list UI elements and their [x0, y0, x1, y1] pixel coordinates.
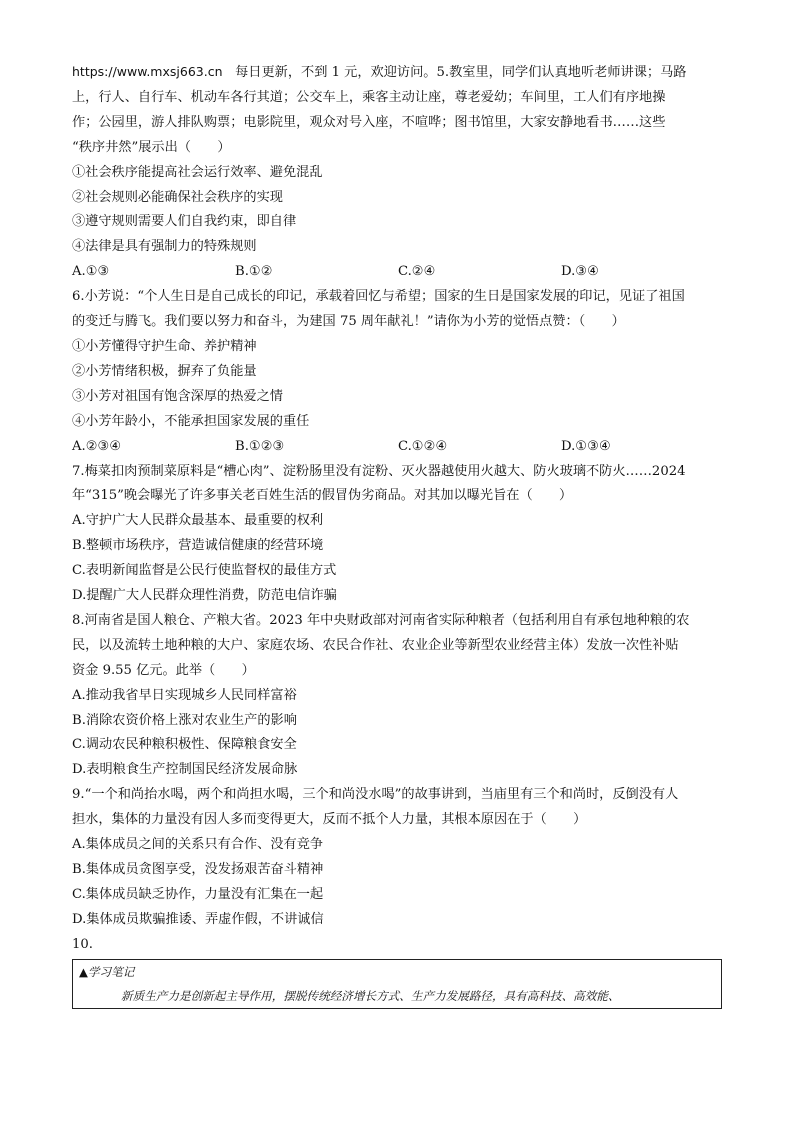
choice-c: C.调动农民种粮积极性、保障粮食安全: [72, 737, 297, 753]
stem-line: 民，以及流转土地种粮的大户、家庭农场、农民合作社、农业企业等新型农业经营主体）发放一次性补贴: [72, 637, 679, 653]
choice-c: C.集体成员缺乏协作，力量没有汇集在一起: [72, 886, 324, 902]
stem-line: 5.教室里，同学们认真地听老师讲课；马路: [436, 65, 687, 80]
statement-option: ②社会规则必能确保社会秩序的实现: [72, 189, 283, 205]
choice-b: B.消除农资价格上涨对农业生产的影响: [72, 712, 297, 728]
answer-choices: [72, 260, 724, 285]
choice-a: A.①③: [72, 264, 110, 280]
stem-line: 7.梅菜扣肉预制菜原料是“槽心肉”、淀粉肠里没有淀粉、灭火器越使用火越大、防火玻璃不防火……2024: [72, 463, 686, 479]
question-7: [72, 460, 724, 609]
question-9: [72, 783, 724, 932]
choice-b: B.①②③: [235, 438, 285, 454]
choice-c: C.表明新闻监督是公民行使监督权的最佳方式: [72, 563, 337, 579]
stem-line: 9.“一个和尚抬水喝，两个和尚担水喝，三个和尚没水喝”的故事讲到，当庙里有三个和尚时，反倒没有人: [72, 787, 679, 803]
study-notes-title: ▲学习笔记: [79, 965, 135, 979]
question-6-stem: [72, 285, 724, 335]
statement-option: ③遵守规则需要人们自我约束，即自律: [72, 214, 297, 230]
stem-line: 担水，集体的力量没有因人多而变得更大，反而不抵个人力量，其根本原因在于（ ）: [72, 812, 587, 828]
stem-line: 的变迁与腾飞。我们要以努力和奋斗，为建国 75 周年献礼！”请你为小芳的觉悟点赞：（ ）: [72, 314, 625, 330]
stem-line: 作；公园里，游人排队购票；电影院里，观众对号入座，不喧哗；图书馆里，大家安静地看书……这些: [72, 114, 666, 130]
stem-line: 8.河南省是国人粮仓、产粮大省。2023 年中央财政部对河南省实际种粮者（包括利用自有承包地种粮的农: [72, 612, 690, 628]
study-notes-text: 新质生产力是创新起主导作用，摆脱传统经济增长方式、生产力发展路径，具有高科技、高效能、: [121, 989, 620, 1003]
stem-line: 年“315”晚会曝光了许多事关老百姓生活的假冒伪劣商品。对其加以曝光旨在（ ）: [72, 488, 573, 504]
stem-line: 资金 9.55 亿元。此举（ ）: [72, 662, 255, 678]
stem-line: 6.小芳说：“个人生日是自己成长的印记，承载着回忆与希望；国家的生日是国家发展的印记，见证了祖国: [72, 289, 685, 305]
choice-c: C.①②④: [398, 438, 448, 454]
choice-a: A.推动我省早日实现城乡人民同样富裕: [72, 687, 297, 703]
choice-d: D.①③④: [561, 438, 611, 454]
question-8-stem: [72, 609, 724, 684]
question-8: [72, 609, 724, 783]
choice-d: D.提醒广大人民群众理性消费，防范电信诈骗: [72, 588, 337, 604]
answer-choices: [72, 435, 724, 460]
choice-a: A.集体成员之间的关系只有合作、没有竞争: [72, 837, 324, 853]
site-url: https://www.mxsj663.cn: [72, 64, 223, 79]
statement-option: ③小芳对祖国有饱含深厚的热爱之情: [72, 388, 283, 404]
statement-option: ④法律是具有强制力的特殊规则: [72, 239, 257, 255]
choice-c: C.②④: [398, 264, 436, 280]
question-5-stem: [72, 60, 724, 161]
choice-d: D.③④: [561, 264, 599, 280]
choice-a: A.②③④: [72, 438, 122, 454]
exam-page: [72, 60, 724, 958]
statement-option: ②小芳情绪积极，摒弃了负能量: [72, 363, 257, 379]
question-5: [72, 60, 724, 285]
stem-line: “秩序井然”展示出（ ）: [72, 139, 231, 155]
statement-option: ①小芳懂得守护生命、养护精神: [72, 338, 257, 354]
question-9-stem: [72, 783, 724, 833]
statement-option: ①社会秩序能提高社会运行效率、避免混乱: [72, 164, 323, 180]
choice-b: B.①②: [235, 264, 273, 280]
choice-d: D.表明粮食生产控制国民经济发展命脉: [72, 762, 298, 778]
choice-b: B.整顿市场秩序，营造诚信健康的经营环境: [72, 538, 324, 554]
statement-option: ④小芳年龄小，不能承担国家发展的重任: [72, 413, 310, 429]
choice-d: D.集体成员欺骗推诿、弄虚作假，不讲诚信: [72, 911, 324, 927]
study-notes-box: [72, 959, 722, 1009]
question-7-stem: [72, 460, 724, 510]
stem-line: 上，行人、自行车、机动车各行其道；公交车上，乘客主动让座，尊老爱幼；车间里，工人们有序地操: [72, 89, 666, 105]
question-10-number: 10.: [72, 936, 93, 952]
choice-a: A.守护广大人民群众最基本、最重要的权利: [72, 513, 324, 529]
site-promo: 每日更新，不到 1 元，欢迎访问。: [235, 65, 437, 80]
question-6: [72, 285, 724, 459]
choice-b: B.集体成员贪图享受，没发扬艰苦奋斗精神: [72, 862, 324, 877]
